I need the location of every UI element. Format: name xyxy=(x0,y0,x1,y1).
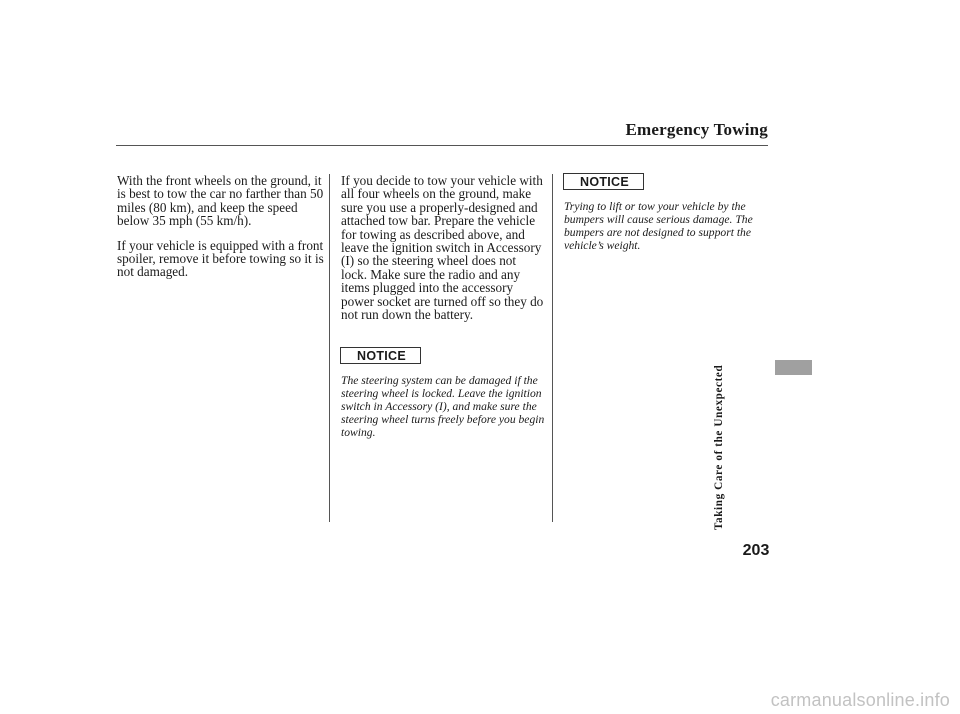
header-rule xyxy=(116,145,768,146)
notice-text: The steering system can be damaged if the steering wheel is locked. Leave the ignition switch in Accessory (I), and make sure the steering wheel turns freely before you begin towing. xyxy=(341,374,545,439)
column-divider xyxy=(552,174,553,522)
column-2 xyxy=(341,174,545,321)
column-divider xyxy=(329,174,330,522)
page-title: Emergency Towing xyxy=(625,120,768,139)
notice-label: NOTICE xyxy=(563,173,644,190)
body-paragraph: If your vehicle is equipped with a front spoiler, remove it before towing so it is not damaged. xyxy=(117,237,324,280)
notice-text: Trying to lift or tow your vehicle by the bumpers will cause serious damage. The bumpers are not designed to support the vehicle’s weight. xyxy=(564,200,753,252)
notice-label: NOTICE xyxy=(340,347,421,364)
body-paragraph: If you decide to tow your vehicle with all four wheels on the ground, make sure you use a properly-designed and attached tow bar. Prepare the vehicle for towing as described above, and leave the ignition switch in Accessory (I) so the steering wheel does not lock. Make sure the radio and any items plugged into the accessory power socket are turned off so they do not run down the battery. xyxy=(341,173,544,323)
column-1 xyxy=(117,174,329,279)
body-paragraph: With the front wheels on the ground, it is best to tow the car no farther than 50 miles (80 km), and keep the speed below 35 mph (55 km/h). xyxy=(117,173,324,229)
watermark: carmanualsonline.info xyxy=(770,690,950,710)
section-label xyxy=(713,364,802,530)
page-number: 203 xyxy=(742,542,770,559)
section-label-text: Taking Care of the Unexpected xyxy=(713,364,725,530)
section-tab-marker xyxy=(775,360,812,375)
